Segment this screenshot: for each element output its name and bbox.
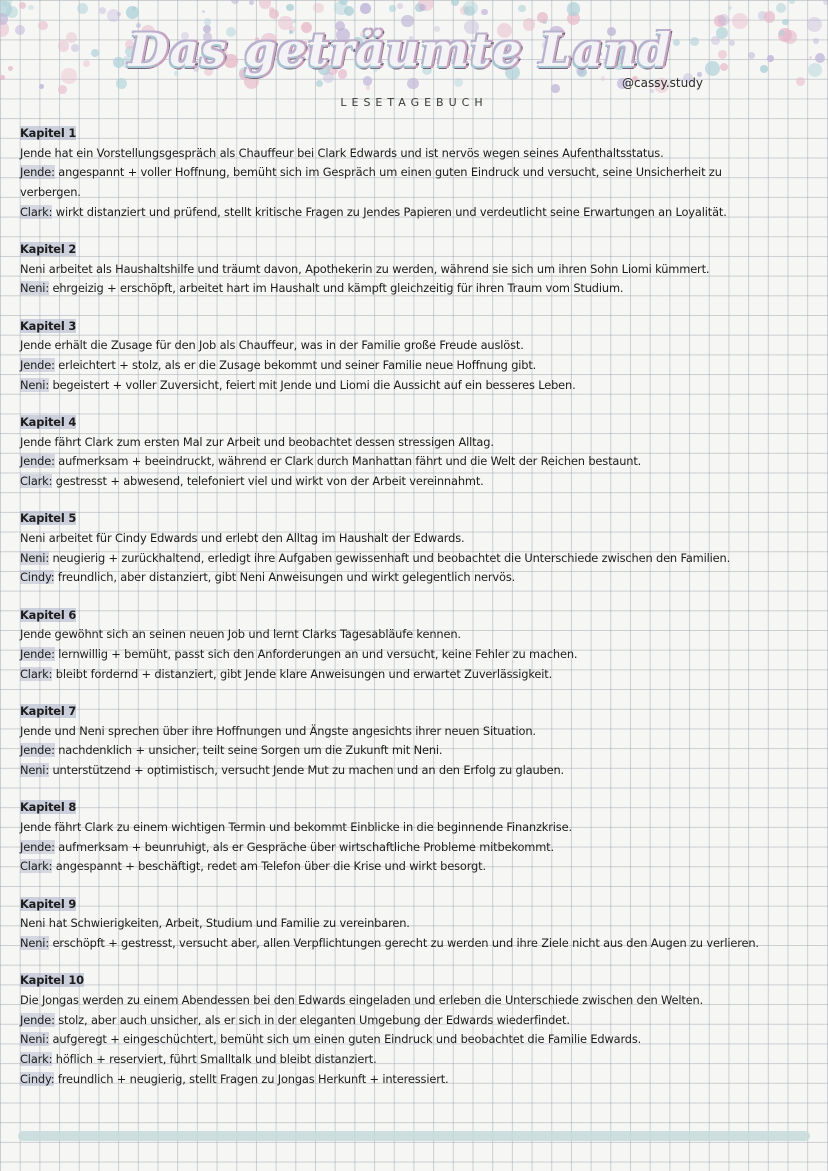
line-text: gestresst + abwesend, telefoniert viel und wirkt von der Arbeit vereinnahmt.: [52, 474, 484, 489]
line-text: Jende fährt Clark zu einem wichtigen Termin und bekommt Einblicke in die beginnende Finanzkrise.: [20, 819, 572, 834]
line-text: Neni arbeitet als Haushaltshilfe und träumt davon, Apothekerin zu werden, während sie sich um ihren Sohn Liomi kümmert.: [20, 261, 710, 276]
decorative-dot: [249, 0, 254, 5]
chapter-heading: [20, 798, 810, 818]
decorative-dot: [419, 4, 426, 11]
line-text: erschöpft + gestresst, versucht aber, allen Verpflichtungen gerecht zu werden und ihre Ziele nicht aus den Augen zu verlieren.: [49, 935, 759, 950]
character-note: [20, 279, 810, 299]
chapter-section: [20, 895, 810, 954]
author-handle: @cassy.study: [622, 76, 703, 90]
line-text: aufgeregt + eingeschüchtert, bemüht sich um einen guten Eindruck und beobachtet die Familie Edwards.: [49, 1032, 642, 1047]
chapter-heading: [20, 702, 810, 722]
decorative-dot: [360, 3, 371, 14]
character-note: [20, 568, 810, 588]
line-text: ehrgeizig + erschöpft, arbeitet hart im Haushalt und kämpft gleichzeitig für ihren Traum vom Studium.: [49, 281, 624, 296]
decorative-dot: [451, 0, 460, 6]
decorative-dot: [77, 3, 88, 14]
decorative-dot: [481, 9, 488, 16]
chapter-summary: [20, 991, 810, 1011]
chapter-heading: [20, 240, 810, 260]
line-text: wirkt distanziert und prüfend, stellt kritische Fragen zu Jendes Papieren und verdeutlicht seine Erwartungen an Loyalität.: [52, 204, 727, 219]
line-text: freundlich, aber distanziert, gibt Neni Anweisungen und wirkt gelegentlich nervös.: [54, 570, 516, 585]
decorative-dot: [464, 6, 474, 16]
character-note: [20, 203, 810, 223]
character-note: [20, 934, 810, 954]
chapter-list: [20, 124, 810, 1107]
character-note: [20, 1011, 810, 1031]
chapter-summary: [20, 336, 810, 356]
line-text: angespannt + beschäftigt, redet am Telefon über die Krise und wirkt besorgt.: [52, 859, 486, 874]
line-text: aufmerksam + beunruhigt, als er Gespräche über wirtschaftliche Probleme mitbekommt.: [54, 839, 554, 854]
decorative-dot: [28, 5, 33, 10]
chapter-section: [20, 971, 810, 1089]
chapter-title: Kapitel 9: [20, 896, 77, 911]
line-text: Neni arbeitet für Cindy Edwards und erlebt den Alltag im Haushalt der Edwards.: [20, 530, 465, 545]
line-text: neugierig + zurückhaltend, erledigt ihre Aufgaben gewissenhaft und beobachtet die Unterschiede zwischen den Familien.: [49, 550, 731, 565]
decorative-dot: [518, 5, 525, 12]
character-note: [20, 472, 810, 492]
character-name: Jende:: [20, 743, 55, 758]
character-name: Cindy:: [20, 570, 55, 585]
chapter-heading: [20, 124, 810, 144]
character-note: [20, 163, 750, 202]
chapter-title: Kapitel 10: [20, 973, 84, 988]
chapter-section: [20, 509, 810, 588]
character-name: Clark:: [20, 1051, 53, 1066]
chapter-section: [20, 606, 810, 685]
chapter-title: Kapitel 5: [20, 511, 77, 526]
chapter-summary: [20, 433, 810, 453]
decorative-dot: [728, 6, 732, 10]
character-name: Neni:: [20, 762, 50, 777]
chapter-heading: [20, 895, 810, 915]
character-note: [20, 741, 810, 761]
chapter-section: [20, 317, 810, 396]
character-note: [20, 838, 810, 858]
decorative-dot: [334, 1, 347, 14]
character-name: Jende:: [20, 1012, 55, 1027]
line-text: stolz, aber auch unsicher, als er sich in der eleganten Umgebung der Edwards wiederfindet.: [54, 1012, 570, 1027]
decorative-dot: [117, 12, 121, 16]
line-text: Jende und Neni sprechen über ihre Hoffnungen und Ängste angesichts ihrer neuen Situation.: [20, 723, 536, 738]
chapter-heading: [20, 971, 810, 991]
bottom-divider: [18, 1131, 810, 1141]
chapter-summary: [20, 625, 810, 645]
line-text: lernwillig + bemüht, passt sich den Anforderungen an und versucht, keine Fehler zu machen.: [54, 646, 578, 661]
chapter-summary: [20, 818, 810, 838]
chapter-summary: [20, 914, 810, 934]
character-note: [20, 665, 810, 685]
character-note: [20, 452, 810, 472]
line-text: angespannt + voller Hoffnung, bemüht sich im Gespräch um einen guten Eindruck und versucht, seine Unsicherheit zu verbergen.: [20, 165, 722, 200]
character-name: Neni:: [20, 935, 50, 950]
line-text: Jende fährt Clark zum ersten Mal zur Arbeit und beobachtet dessen stressigen Alltag.: [20, 434, 494, 449]
chapter-title: Kapitel 8: [20, 800, 77, 815]
decorative-dot: [313, 3, 324, 14]
character-note: [20, 1050, 810, 1070]
decorative-dot: [99, 7, 106, 14]
decorative-dot: [286, 4, 294, 12]
chapter-title: Kapitel 3: [20, 318, 77, 333]
character-note: [20, 1030, 810, 1050]
character-name: Clark:: [20, 204, 53, 219]
chapter-summary: [20, 144, 810, 164]
decorative-dot: [231, 0, 239, 4]
line-text: erleichtert + stolz, als er die Zusage bekommt und seiner Familie neue Hoffnung gibt.: [54, 358, 537, 373]
chapter-title: Kapitel 1: [20, 126, 77, 140]
line-text: Jende erhält die Zusage für den Job als Chauffeur, was in der Familie große Freude auslöst.: [20, 338, 524, 353]
character-name: Jende:: [20, 646, 55, 661]
character-name: Neni:: [20, 550, 50, 565]
chapter-title: Kapitel 6: [20, 607, 77, 622]
character-name: Cindy:: [20, 1071, 55, 1086]
line-text: bleibt fordernd + distanziert, gibt Jende klare Anweisungen und erwartet Zuverlässigkeit.: [52, 666, 553, 681]
character-name: Neni:: [20, 377, 50, 392]
chapter-section: [20, 240, 810, 299]
line-text: Jende hat ein Vorstellungsgespräch als Chauffeur bei Clark Edwards und ist nervös wegen seines Aufenthaltsstatus.: [20, 145, 664, 160]
decorative-dot: [389, 5, 395, 11]
line-text: nachdenklich + unsicher, teilt seine Sorgen um die Zukunft mit Neni.: [54, 743, 443, 758]
decorative-dot: [567, 2, 580, 15]
line-text: höflich + reserviert, führt Smalltalk und bleibt distanziert.: [52, 1051, 377, 1066]
decorative-dot: [19, 2, 26, 9]
line-text: unterstützend + optimistisch, versucht Jende Mut zu machen und an den Erfolg zu glauben.: [49, 762, 565, 777]
line-text: freundlich + neugierig, stellt Fragen zu Jongas Herkunft + interessiert.: [54, 1071, 449, 1086]
decorative-dot: [202, 10, 205, 13]
character-name: Jende:: [20, 454, 55, 469]
character-note: [20, 645, 810, 665]
decorative-dot: [269, 7, 273, 11]
header: [0, 22, 828, 102]
chapter-title: Kapitel 7: [20, 703, 77, 718]
chapter-heading: [20, 509, 810, 529]
character-name: Clark:: [20, 474, 53, 489]
chapter-section: [20, 124, 810, 223]
chapter-section: [20, 798, 810, 877]
decorative-dot: [789, 0, 795, 4]
character-name: Jende:: [20, 839, 55, 854]
character-note: [20, 356, 810, 376]
chapter-heading: [20, 413, 810, 433]
character-name: Clark:: [20, 666, 53, 681]
line-text: begeistert + voller Zuversicht, feiert mit Jende und Liomi die Aussicht auf ein besseres Leben.: [49, 377, 576, 392]
character-note: [20, 376, 810, 396]
chapter-heading: [20, 606, 810, 626]
character-name: Jende:: [20, 358, 55, 373]
character-note: [20, 761, 810, 781]
chapter-section: [20, 413, 810, 492]
character-name: Jende:: [20, 165, 55, 180]
character-name: Neni:: [20, 1032, 50, 1047]
decorative-dot: [126, 6, 139, 19]
line-text: aufmerksam + beeindruckt, während er Clark durch Manhattan fährt und die Welt der Reichen bestaunt.: [54, 454, 642, 469]
chapter-section: [20, 702, 810, 781]
character-note: [20, 857, 810, 877]
line-text: Jende gewöhnt sich an seinen neuen Job und lernt Clarks Tagesabläufe kennen.: [20, 627, 461, 642]
line-text: Neni hat Schwierigkeiten, Arbeit, Studium und Familie zu vereinbaren.: [20, 916, 410, 931]
decorative-dot: [776, 3, 786, 13]
line-text: Die Jongas werden zu einem Abendessen bei den Edwards eingeladen und erleben die Unterschiede zwischen den Welten.: [20, 992, 704, 1007]
character-name: Clark:: [20, 859, 53, 874]
page-subtitle: LESETAGEBUCH: [340, 96, 488, 109]
decorative-dot: [397, 3, 403, 9]
character-note: [20, 549, 810, 569]
chapter-heading: [20, 317, 810, 337]
chapter-summary: [20, 260, 810, 280]
chapter-title: Kapitel 4: [20, 414, 77, 429]
character-note: [20, 1070, 810, 1090]
page-title: Das geträumte Land: [128, 23, 672, 77]
chapter-summary: [20, 529, 810, 549]
character-name: Neni:: [20, 281, 50, 296]
chapter-summary: [20, 722, 810, 742]
decorative-dot: [823, 0, 828, 5]
chapter-title: Kapitel 2: [20, 242, 77, 257]
